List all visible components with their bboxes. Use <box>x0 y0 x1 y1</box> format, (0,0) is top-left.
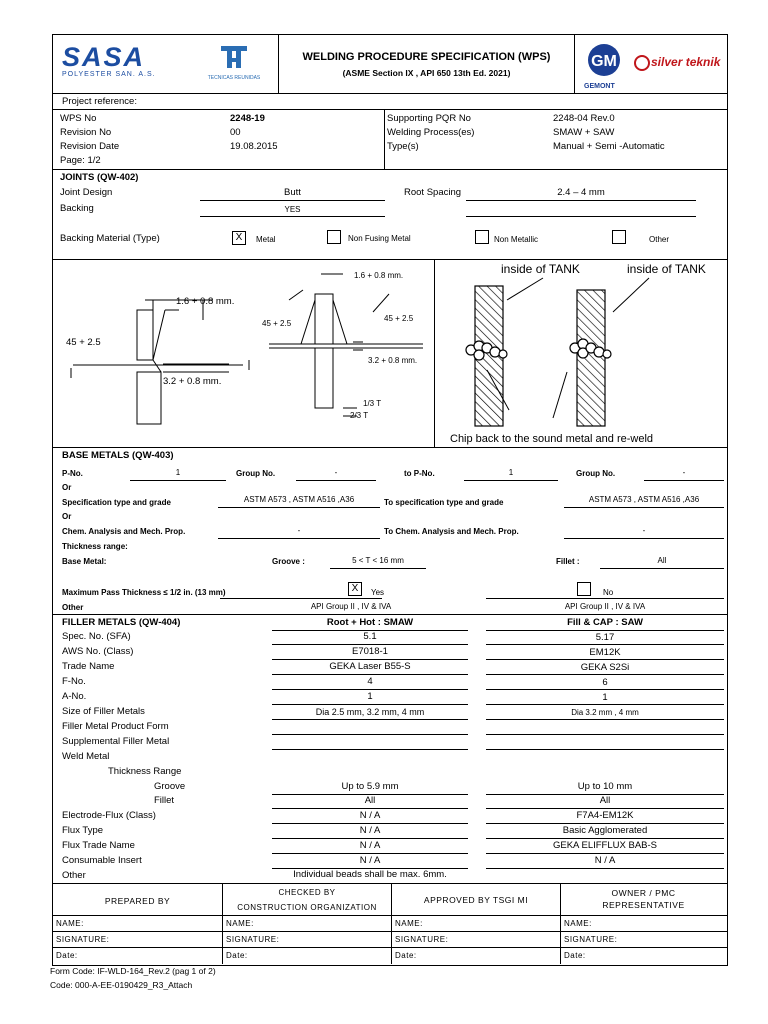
to-spec-label: To specification type and grade <box>384 498 504 507</box>
filler-row-underline <box>486 823 724 824</box>
backing-metal-checkbox[interactable]: X <box>232 231 246 245</box>
filler-row-smaw-value: N / A <box>359 840 381 851</box>
d2-angle-left-label: 45 + 2.5 <box>262 319 292 328</box>
filler-row-saw-value: GEKA S2Si <box>580 662 630 673</box>
footer-code: Code: 000-A-EE-0190429_R3_Attach <box>50 980 193 990</box>
filler-row-label: AWS No. (Class) <box>62 646 134 657</box>
filler-metals-heading: FILLER METALS (QW-404) <box>62 617 181 628</box>
filler-row-underline <box>486 749 724 750</box>
root-spacing-label: Root Spacing <box>404 187 462 198</box>
project-reference-label: Project reference: <box>62 96 137 107</box>
d2-two-third-label: 2/3 T <box>350 411 369 420</box>
filler-col1-heading: Root + Hot : SMAW <box>326 617 414 628</box>
gemont-logo-text: GEMONT <box>584 83 615 90</box>
filler-row-smaw-value: N / A <box>359 855 381 866</box>
joint-design-value: Butt <box>284 187 301 198</box>
filler-row-underline <box>486 734 724 735</box>
type-value: Manual + Semi -Automatic <box>553 141 665 152</box>
filler-row-smaw-value: 1 <box>367 691 373 702</box>
d2-gap-label: 1.6 + 0.8 mm. <box>354 271 404 280</box>
fillet-label: Fillet : <box>556 557 580 566</box>
signature-field-col3[interactable]: SIGNATURE: <box>395 935 449 944</box>
filler-row-underline <box>486 644 724 645</box>
backing-other-checkbox[interactable] <box>612 230 626 244</box>
filler-row-saw-value: F7A4-EM12K <box>576 810 634 821</box>
or-label-1: Or <box>62 483 72 492</box>
filler-row-underline <box>272 749 468 750</box>
base-other-value-2: API Group II , IV & IVA <box>564 602 646 611</box>
page-label: Page: 1/2 <box>60 155 101 166</box>
filler-row-smaw-value: Dia 2.5 mm, 3.2 mm, 4 mm <box>315 707 425 717</box>
backing-non-fusing-label: Non Fusing Metal <box>348 234 411 243</box>
filler-row-underline <box>486 853 724 854</box>
backing-non-fusing-checkbox[interactable] <box>327 230 341 244</box>
name-field-col3[interactable]: NAME: <box>395 919 423 928</box>
filler-row-label: Electrode-Flux (Class) <box>62 810 156 821</box>
document-subtitle: (ASME Section IX , API 650 13th Ed. 2021) <box>342 68 511 78</box>
process-value: SMAW + SAW <box>553 127 615 138</box>
spec-label: Specification type and grade <box>62 498 171 507</box>
group-no-label: Group No. <box>236 469 276 478</box>
pqr-value: 2248-04 Rev.0 <box>553 113 615 124</box>
max-pass-no-label: No <box>603 588 614 597</box>
pqr-label: Supporting PQR No <box>387 113 471 124</box>
base-other-label: Other <box>62 603 84 612</box>
backing-metal-label: Metal <box>256 235 276 244</box>
date-field-col2[interactable]: Date: <box>226 951 248 960</box>
group-no-2-value: - <box>682 468 686 477</box>
base-metals-heading: BASE METALS (QW-403) <box>62 450 174 461</box>
backing-non-metallic-label: Non Metallic <box>494 235 539 244</box>
filler-row-saw-value: 6 <box>602 677 608 688</box>
backing-other-label: Other <box>649 235 670 244</box>
filler-fillet-v2: All <box>599 795 611 806</box>
tr-logo-icon <box>219 44 249 70</box>
thickness-range-sub-label: Thickness Range <box>108 766 182 777</box>
max-pass-no-checkbox[interactable] <box>577 582 591 596</box>
or-label-2: Or <box>62 512 72 521</box>
tr-logo <box>205 44 263 84</box>
name-field-col1[interactable]: NAME: <box>56 919 84 928</box>
filler-row-label: F-No. <box>62 676 86 687</box>
filler-row-smaw-value: E7018-1 <box>352 646 388 657</box>
to-spec-value: ASTM A573 , ASTM A516 ,A36 <box>588 495 700 504</box>
p-no-value: 1 <box>175 468 181 477</box>
d1-land-label: 3.2 + 0.8 mm. <box>163 376 222 387</box>
thickness-range-label: Thickness range: <box>62 542 128 551</box>
filler-row-saw-value: EM12K <box>589 647 621 658</box>
d2-third-label: 1/3 T <box>363 399 382 408</box>
wps-no-value: 2248-19 <box>230 113 265 124</box>
filler-row-underline <box>272 734 468 735</box>
filler-row-saw-value: N / A <box>594 855 616 866</box>
revision-date-value: 19.08.2015 <box>230 141 278 152</box>
d1-gap-label: 1.6 + 0.8 mm. <box>176 296 235 307</box>
filler-row-underline <box>486 838 724 839</box>
filler-row-underline <box>272 704 468 705</box>
construction-org-heading: CONSTRUCTION ORGANIZATION <box>237 903 377 912</box>
inside-tank-label-1: inside of TANK <box>501 262 580 276</box>
owner-pmc-heading: OWNER / PMC <box>611 888 676 898</box>
filler-row-underline <box>272 674 468 675</box>
backing-value: YES <box>284 205 301 214</box>
type-label: Type(s) <box>387 141 419 152</box>
date-field-col4[interactable]: Date: <box>564 951 586 960</box>
silver-teknik-icon <box>634 55 650 71</box>
root-spacing-value: 2.4 – 4 mm <box>557 187 605 198</box>
checked-by-heading: CHECKED BY <box>278 888 336 897</box>
signature-field-col1[interactable]: SIGNATURE: <box>56 935 110 944</box>
to-p-no-label: to P-No. <box>404 469 435 478</box>
filler-row-smaw-value: 4 <box>367 676 373 687</box>
base-other-value-1: API Group II , IV & IVA <box>310 602 392 611</box>
joint-design-label: Joint Design <box>60 187 113 198</box>
document-title: WELDING PROCEDURE SPECIFICATION (WPS) <box>302 51 551 63</box>
svg-text:GM: GM <box>591 53 617 70</box>
tr-logo-text: TECNICAS REUNIDAS <box>207 75 261 81</box>
group-no-2-label: Group No. <box>576 469 616 478</box>
filler-row-smaw-value: 5.1 <box>363 631 377 642</box>
filler-row-saw-value: Dia 3.2 mm , 4 mm <box>571 708 639 717</box>
filler-row-label: Flux Trade Name <box>62 840 135 851</box>
filler-row-underline <box>486 674 724 675</box>
filler-row-label: Trade Name <box>62 661 115 672</box>
filler-row-label: Supplemental Filler Metal <box>62 736 170 747</box>
footer-form-code: Form Code: IF-WLD-164_Rev.2 (pag 1 of 2) <box>50 966 216 976</box>
filler-row-label: Size of Filler Metals <box>62 706 145 717</box>
filler-row-underline <box>272 644 468 645</box>
process-label: Welding Process(es) <box>387 127 475 138</box>
filler-row-smaw-value: N / A <box>359 810 381 821</box>
filler-other-value: Individual beads shall be max. 6mm. <box>293 869 447 880</box>
filler-row-label: Filler Metal Product Form <box>62 721 169 732</box>
revision-no-label: Revision No <box>60 127 112 138</box>
filler-row-smaw-value: N / A <box>359 825 381 836</box>
sasa-logo-text: SASA <box>62 42 146 72</box>
filler-row-underline <box>272 838 468 839</box>
spec-value: ASTM A573 , ASTM A516 ,A36 <box>243 495 355 504</box>
to-chem-value: - <box>642 526 646 535</box>
filler-other-label: Other <box>62 870 86 881</box>
filler-row-label: Flux Type <box>62 825 104 836</box>
signature-field-col2[interactable]: SIGNATURE: <box>226 935 280 944</box>
filler-row-smaw-value: GEKA Laser B55-S <box>329 661 411 672</box>
silver-teknik-text: silver teknik <box>651 55 721 69</box>
silver-teknik-logo <box>634 52 722 76</box>
d2-land-label: 3.2 + 0.8 mm. <box>368 356 418 365</box>
date-field-col3[interactable]: Date: <box>395 951 417 960</box>
group-no-value: - <box>334 468 338 477</box>
filler-row-label: Weld Metal <box>62 751 110 762</box>
sasa-logo-sub: POLYESTER SAN. A.S. <box>62 71 156 78</box>
filler-fillet-v1: All <box>364 795 376 806</box>
filler-groove-v2: Up to 10 mm <box>577 781 633 792</box>
to-p-no-value: 1 <box>508 468 514 477</box>
backing-material-label: Backing Material (Type) <box>60 233 160 244</box>
filler-row-underline <box>486 868 724 869</box>
revision-no-value: 00 <box>230 127 241 138</box>
chem-label: Chem. Analysis and Mech. Prop. <box>62 527 186 536</box>
chem-value: - <box>297 526 301 535</box>
backing-label: Backing <box>60 203 94 214</box>
filler-row-underline <box>486 659 724 660</box>
groove-label: Groove : <box>272 557 305 566</box>
gemont-logo <box>584 42 628 88</box>
gemont-logo-icon <box>584 42 624 78</box>
d1-angle-label: 45 + 2.5 <box>66 337 101 348</box>
filler-row-label: A-No. <box>62 691 87 702</box>
filler-row-underline <box>486 719 724 720</box>
filler-row-underline <box>272 823 468 824</box>
backing-non-metallic-checkbox[interactable] <box>475 230 489 244</box>
filler-row-underline <box>486 689 724 690</box>
signature-field-col4[interactable]: SIGNATURE: <box>564 935 618 944</box>
groove-value: 5 < T < 16 mm <box>352 556 404 565</box>
filler-row-underline <box>486 704 724 705</box>
d2-angle-right-label: 45 + 2.5 <box>384 314 414 323</box>
filler-row-saw-value: 1 <box>602 692 608 703</box>
max-pass-yes-checkbox[interactable]: X <box>348 582 362 596</box>
representative-heading: REPRESENTATIVE <box>602 900 685 910</box>
filler-row-underline <box>272 853 468 854</box>
filler-row-underline <box>272 659 468 660</box>
chip-back-label: Chip back to the sound metal and re-weld <box>450 433 654 445</box>
filler-row-underline <box>272 719 468 720</box>
filler-row-saw-value: 5.17 <box>595 632 615 643</box>
filler-fillet-label: Fillet <box>154 795 175 806</box>
approved-by-heading: APPROVED BY TSGI MI <box>423 895 529 905</box>
name-field-col4[interactable]: NAME: <box>564 919 592 928</box>
max-pass-label: Maximum Pass Thickness ≤ 1/2 in. (13 mm) <box>62 588 226 597</box>
to-chem-label: To Chem. Analysis and Mech. Prop. <box>384 527 519 536</box>
base-metal-label: Base Metal: <box>62 557 107 566</box>
inside-tank-label-2: inside of TANK <box>627 262 706 276</box>
max-pass-yes-label: Yes <box>371 588 385 597</box>
sasa-logo <box>62 44 182 80</box>
name-field-col2[interactable]: NAME: <box>226 919 254 928</box>
tank-weld-drawing <box>435 260 725 446</box>
filler-col2-heading: Fill & CAP : SAW <box>567 617 643 628</box>
fillet-value: All <box>657 556 667 565</box>
p-no-label: P-No. <box>62 469 83 478</box>
filler-row-label: Spec. No. (SFA) <box>62 631 131 642</box>
prepared-by-heading: PREPARED BY <box>104 896 171 906</box>
joints-heading: JOINTS (QW-402) <box>60 172 139 183</box>
filler-row-underline <box>272 689 468 690</box>
revision-date-label: Revision Date <box>60 141 120 152</box>
filler-row-saw-value: Basic Agglomerated <box>562 825 648 836</box>
date-field-col1[interactable]: Date: <box>56 951 78 960</box>
filler-groove-label: Groove <box>154 781 186 792</box>
filler-row-saw-value: GEKA ELIFFLUX BAB-S <box>552 840 657 851</box>
wps-no-label: WPS No <box>60 113 97 124</box>
joint-detail-drawing <box>53 260 433 446</box>
filler-groove-v1: Up to 5.9 mm <box>341 781 399 792</box>
filler-row-label: Consumable Insert <box>62 855 142 866</box>
